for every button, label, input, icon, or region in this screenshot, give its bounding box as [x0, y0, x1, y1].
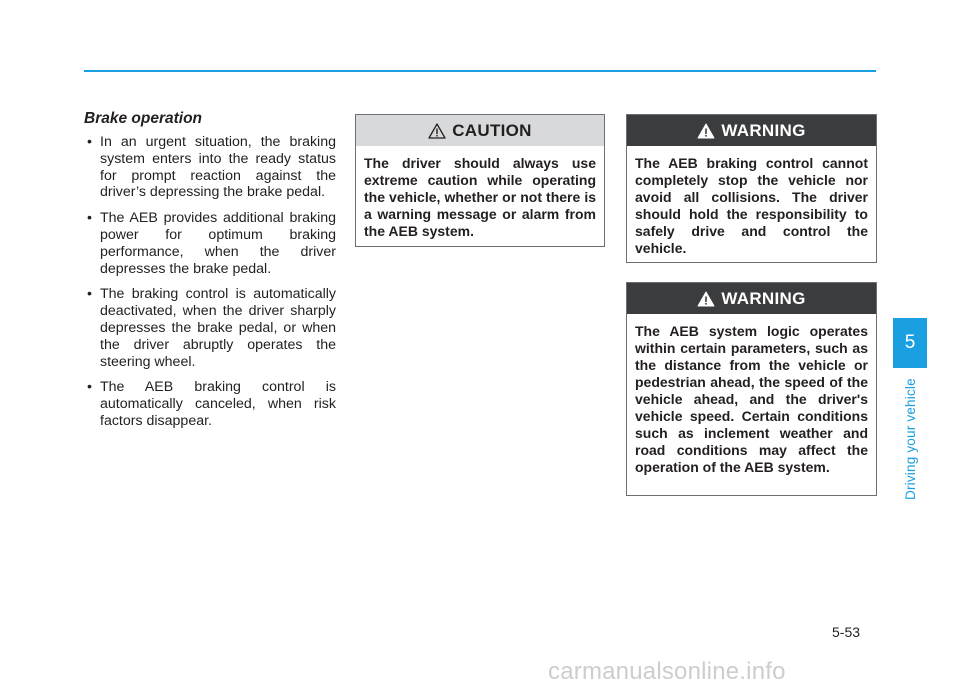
- warning-header: [627, 283, 876, 314]
- section-heading: Brake operation: [84, 110, 203, 127]
- bullet-item: • The braking control is automatically deactivated, when the driver sharply depresses the brake pedal, or when the driver abruptly operates the steering wheel.: [84, 286, 336, 370]
- warning-title: WARNING: [721, 288, 806, 308]
- chapter-label: Driving your vehicle: [903, 378, 918, 500]
- caution-box: [355, 114, 605, 247]
- warning-box: [626, 114, 877, 263]
- warning-text: The AEB system logic operates within certain parameters, such as the distance from the vehicle or pedestrian ahead, the speed of the vehicle ahead, and the driver's vehicle speed. Certain conditions such as inclement weather and road conditions may affect the operation of the AEB system.: [635, 323, 868, 475]
- bullet-item: • The AEB braking control is automatically canceled, when risk factors disappear.: [84, 379, 336, 429]
- chapter-tab[interactable]: 5: [893, 318, 927, 368]
- bullet-item: • In an urgent situation, the braking system enters into the ready status for prompt reaction against the driver’s depressing the brake pedal.: [84, 134, 336, 201]
- warning-title: WARNING: [721, 120, 806, 140]
- caution-title: CAUTION: [452, 120, 532, 140]
- caution-text: The driver should always use extreme caution while operating the vehicle, whether or not there is a warning message or alarm from the AEB system.: [364, 155, 596, 239]
- watermark: carmanualsonline.info: [548, 658, 786, 685]
- warning-triangle-filled-icon: [697, 291, 715, 307]
- warning-triangle-outline-icon: [428, 123, 446, 139]
- warning-text: The AEB braking control cannot completely stop the vehicle nor avoid all collisions. The driver should hold the responsibility to safely drive and control the vehicle.: [635, 155, 868, 256]
- header-rule: [84, 70, 876, 72]
- warning-triangle-filled-icon: [697, 123, 715, 139]
- warning-box: [626, 282, 877, 496]
- bullet-list: [84, 134, 336, 439]
- caution-header: [356, 115, 604, 146]
- page-number: 5-53: [832, 624, 861, 640]
- warning-header: [627, 115, 876, 146]
- bullet-item: • The AEB provides additional braking power for optimum braking performance, when the driver depresses the brake pedal.: [84, 210, 336, 277]
